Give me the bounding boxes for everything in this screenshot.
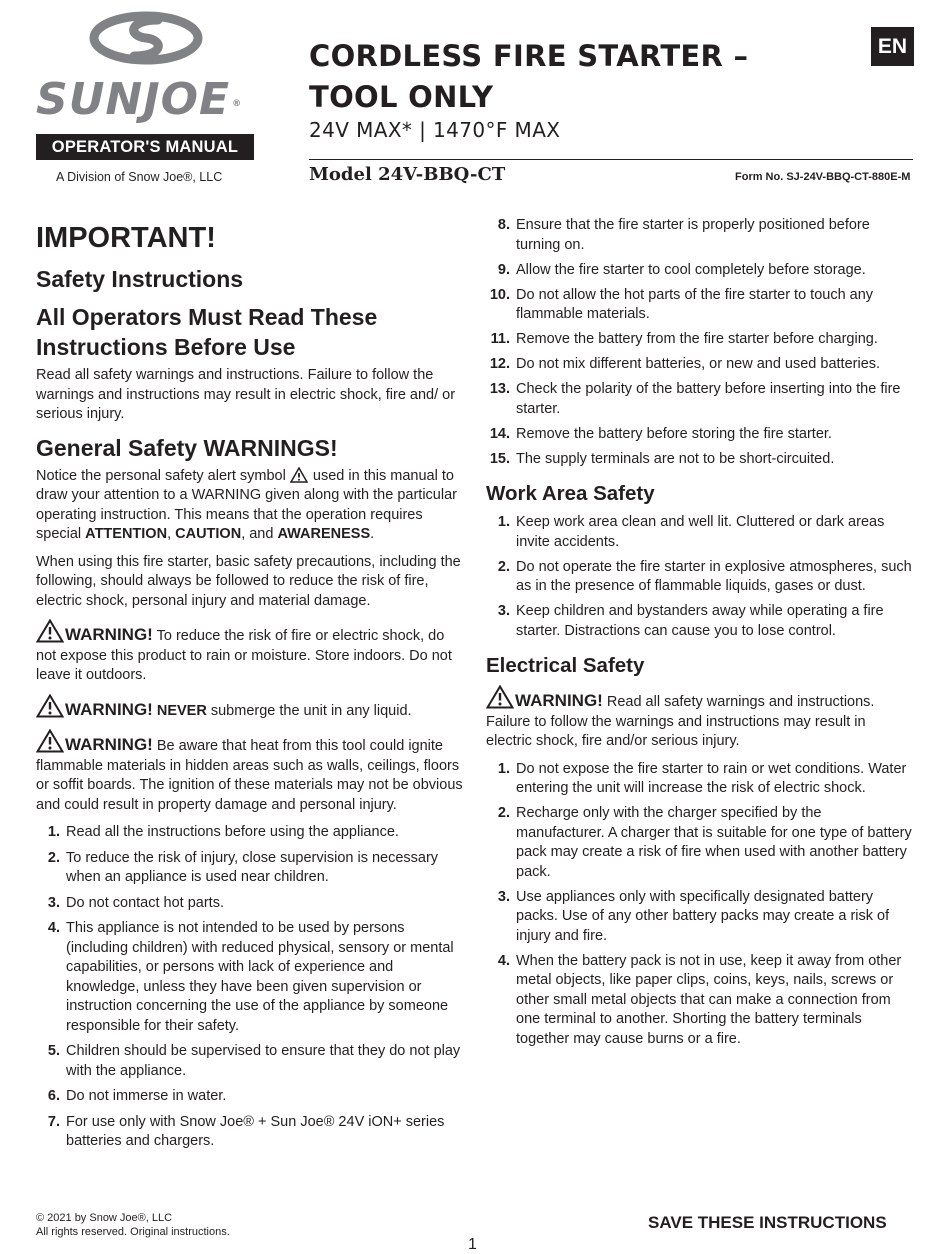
copyright-notice: © 2021 by Snow Joe®, LLC All rights reserved. Original instructions. — [36, 1212, 230, 1238]
warning-triangle-icon — [36, 619, 64, 643]
general-safety-heading: General Safety WARNINGS! — [36, 434, 338, 461]
document-subtitle: 24V MAX* | 1470°F MAX — [309, 118, 561, 142]
list-item: 6. Do not immerse in water. — [47, 1088, 227, 1104]
electrical-safety-heading: Electrical Safety — [486, 654, 645, 677]
precautions-paragraph: When using this fire starter, basic safety precautions, including the following, should always be followed to reduce the risk of fire, electric shock, personal injury and material damage. — [36, 553, 461, 609]
operators-manual-label: OPERATOR'S MANUAL — [36, 134, 254, 160]
warning-electrical: WARNING! Read all safety warnings and instructions. Failure to follow the warnings and instructions may result in electric shock, fire and/or serious injury. — [486, 685, 914, 752]
list-item: 1. Do not expose the fire starter to rain or wet conditions. Water entering the unit will increase the risk of electric shock. — [497, 760, 907, 796]
list-item: 2. Recharge only with the charger specified by the manufacturer. A charger that is suitable for one type of battery pack may create a risk of fire when used with another battery pack. — [497, 805, 912, 880]
warning-triangle-icon — [36, 729, 64, 753]
work-area-list — [486, 513, 914, 641]
list-item: 3. Use appliances only with specifically designated battery packs. Use of any other battery packs may create a risk of injury and fire. — [497, 888, 890, 944]
list-item: 10. Do not allow the hot parts of the fire starter to touch any flammable materials. — [489, 286, 874, 322]
electrical-safety-list — [486, 760, 914, 1050]
list-item: 2. To reduce the risk of injury, close supervision is necessary when an appliance is used near children. — [47, 849, 439, 885]
list-item: 8. Ensure that the fire starter is properly positioned before turning on. — [497, 217, 870, 253]
warning-triangle-icon — [36, 694, 64, 718]
sunjoe-logo — [36, 10, 258, 125]
work-area-safety-heading: Work Area Safety — [486, 482, 655, 505]
must-read-heading: All Operators Must Read These Instructions Before Use — [36, 304, 378, 360]
list-item: 3. Keep children and bystanders away while operating a fire starter. Distractions can cause you to lose control. — [497, 603, 884, 639]
list-item: 12. Do not mix different batteries, or new and used batteries. — [489, 356, 881, 372]
page-number: 1 — [468, 1236, 477, 1253]
list-item: 4. This appliance is not intended to be used by persons (including children) with reduced physical, sensory or mental capabilities, or persons with lack of experience and knowledge, unless they have been given supervision or instruction concerning the use of the appliance by someone responsible for their safety. — [47, 920, 454, 1034]
list-item: 1. Read all the instructions before using the appliance. — [47, 824, 399, 840]
brand-wordmark: SUNJOE ® — [36, 74, 243, 125]
notice-paragraph: Notice the personal safety alert symbol used in this manual to draw your attention to a WARNING given along with the particular operating instruction. This means that the operation requires special ATTENTION, CAUTION, and AWARENESS. — [36, 467, 457, 542]
list-item: 7. For use only with Snow Joe® + Sun Joe® 24V iON+ series batteries and chargers. — [47, 1113, 445, 1149]
save-instructions-text: SAVE THESE INSTRUCTIONS — [648, 1213, 887, 1232]
general-safety-list-continued — [486, 216, 914, 469]
list-item: 3. Do not contact hot parts. — [47, 894, 224, 911]
list-item: 2. Do not operate the fire starter in explosive atmospheres, such as in the presence of flammable liquids, gases or dust. — [497, 558, 912, 594]
list-item: 14. Remove the battery before storing the fire starter. — [489, 425, 832, 442]
document-title: CORDLESS FIRE STARTER – TOOL ONLY — [309, 39, 749, 114]
intro-paragraph: Read all safety warnings and instructions. Failure to follow the warnings and instructions may result in electric shock, fire and/ or serious injury. — [36, 367, 456, 422]
right-column — [486, 216, 914, 1055]
form-number: Form No. SJ-24V-BBQ-CT-880E-M — [735, 171, 911, 183]
left-column — [36, 220, 464, 1158]
language-badge: EN — [871, 27, 914, 66]
model-number: Model 24V-BBQ-CT — [309, 164, 506, 185]
header-divider — [309, 159, 913, 160]
division-text: A Division of Snow Joe®, LLC — [56, 170, 223, 184]
list-item: 15. The supply terminals are not to be short-circuited. — [489, 450, 835, 467]
warning-flammable: WARNING! Be aware that heat from this tool could ignite flammable materials in hidden areas such as walls, ceilings, floors or soffit boards. The ignition of these materials may not be obvious and could result in property damage and personal injury. — [36, 729, 464, 815]
safety-instructions-heading: Safety Instructions — [36, 266, 244, 292]
general-safety-list — [36, 823, 464, 1152]
warning-submerge: WARNING! NEVER submerge the unit in any liquid. — [36, 694, 464, 722]
list-item: 4. When the battery pack is not in use, keep it away from other metal objects, like paper clips, coins, keys, nails, screws or other small metal objects that can make a connection from one terminal to another. Shorting the battery terminals together may cause burns or a fire. — [497, 952, 902, 1047]
list-item: 13. Check the polarity of the battery before inserting into the fire starter. — [489, 381, 901, 417]
sun-swirl-icon — [88, 10, 204, 66]
list-item: 9. Allow the fire starter to cool completely before storage. — [497, 261, 866, 278]
list-item: 11. Remove the battery from the fire starter before charging. — [490, 331, 878, 347]
list-item: 1. Keep work area clean and well lit. Cluttered or dark areas invite accidents. — [497, 514, 885, 550]
important-heading: IMPORTANT! — [36, 222, 216, 254]
warning-triangle-icon — [290, 467, 308, 483]
warning-rain: WARNING! To reduce the risk of fire or electric shock, do not expose this product to rain or moisture. Store indoors. Do not leave it outdoors. — [36, 619, 464, 686]
warning-triangle-icon — [486, 685, 514, 709]
list-item: 5. Children should be supervised to ensure that they do not play with the appliance. — [47, 1043, 461, 1079]
